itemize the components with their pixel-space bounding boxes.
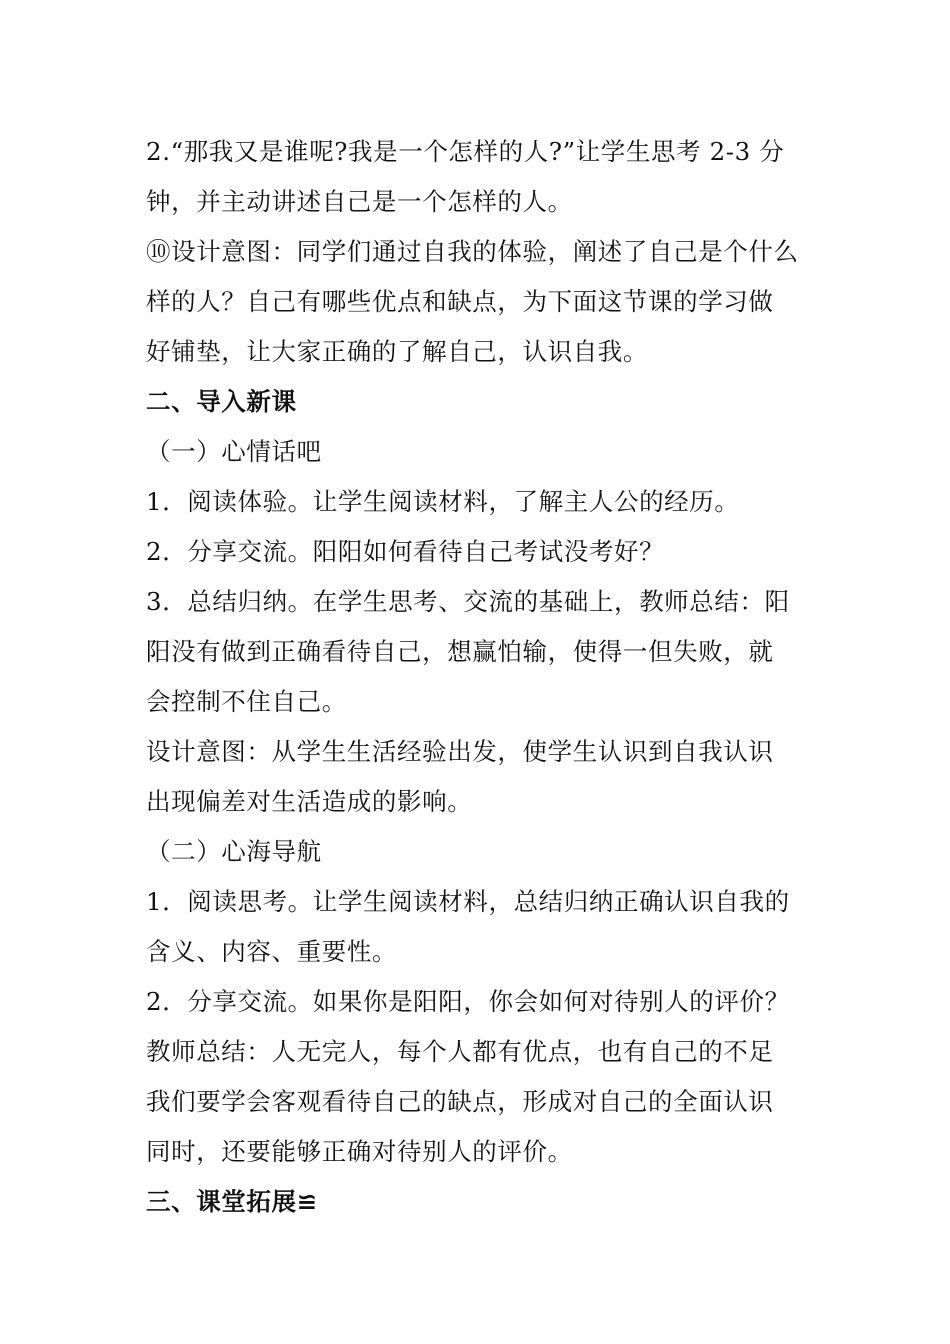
list-item: 2．分享交流。阳阳如何看待自己考试没考好？ bbox=[146, 537, 665, 566]
list-item: 2．分享交流。如果你是阳阳，你会如何对待别人的评价？ bbox=[146, 987, 790, 1016]
body-line: 好铺垫，让大家正确的了解自己，认识自我。 bbox=[146, 337, 648, 366]
body-line: 样的人？自己有哪些优点和缺点，为下面这节课的学习做 bbox=[146, 287, 774, 316]
design-intent-line: 设计意图：从学生生活经验出发，使学生认识到自我认识 bbox=[146, 737, 774, 766]
list-item: 1．阅读思考。让学生阅读材料，总结归纳正确认识自我的 bbox=[146, 887, 790, 916]
subsection-heading: （一）心情话吧 bbox=[146, 437, 322, 466]
body-line: 会控制不住自己。 bbox=[146, 687, 347, 716]
body-line: 出现偏差对生活造成的影响。 bbox=[146, 787, 473, 816]
body-line: 教师总结：人无完人，每个人都有优点，也有自己的不足 bbox=[146, 1037, 774, 1066]
body-line: 阳没有做到正确看待自己，想赢怕输，使得一但失败，就 bbox=[146, 637, 774, 666]
section-heading: 二、导入新课 bbox=[146, 387, 297, 416]
body-line: 同时，还要能够正确对待别人的评价。 bbox=[146, 1137, 573, 1166]
design-intent-line: ⑩设计意图：同学们通过自我的体验，阐述了自己是个什么 bbox=[146, 237, 799, 266]
body-line: 2.“那我又是谁呢?我是一个怎样的人?”让学生思考 2-3 分 bbox=[146, 137, 785, 166]
subsection-heading: （二）心海导航 bbox=[146, 837, 322, 866]
body-line: 我们要学会客观看待自己的缺点，形成对自己的全面认识 bbox=[146, 1087, 774, 1116]
list-item: 1．阅读体验。让学生阅读材料，了解主人公的经历。 bbox=[146, 487, 740, 516]
body-line: 钟，并主动讲述自己是一个怎样的人。 bbox=[146, 187, 573, 216]
list-item: 3．总结归纳。在学生思考、交流的基础上，教师总结：阳 bbox=[146, 587, 790, 616]
body-line: 含义、内容、重要性。 bbox=[146, 937, 397, 966]
section-heading: 三、课堂拓展≌ bbox=[146, 1187, 318, 1216]
